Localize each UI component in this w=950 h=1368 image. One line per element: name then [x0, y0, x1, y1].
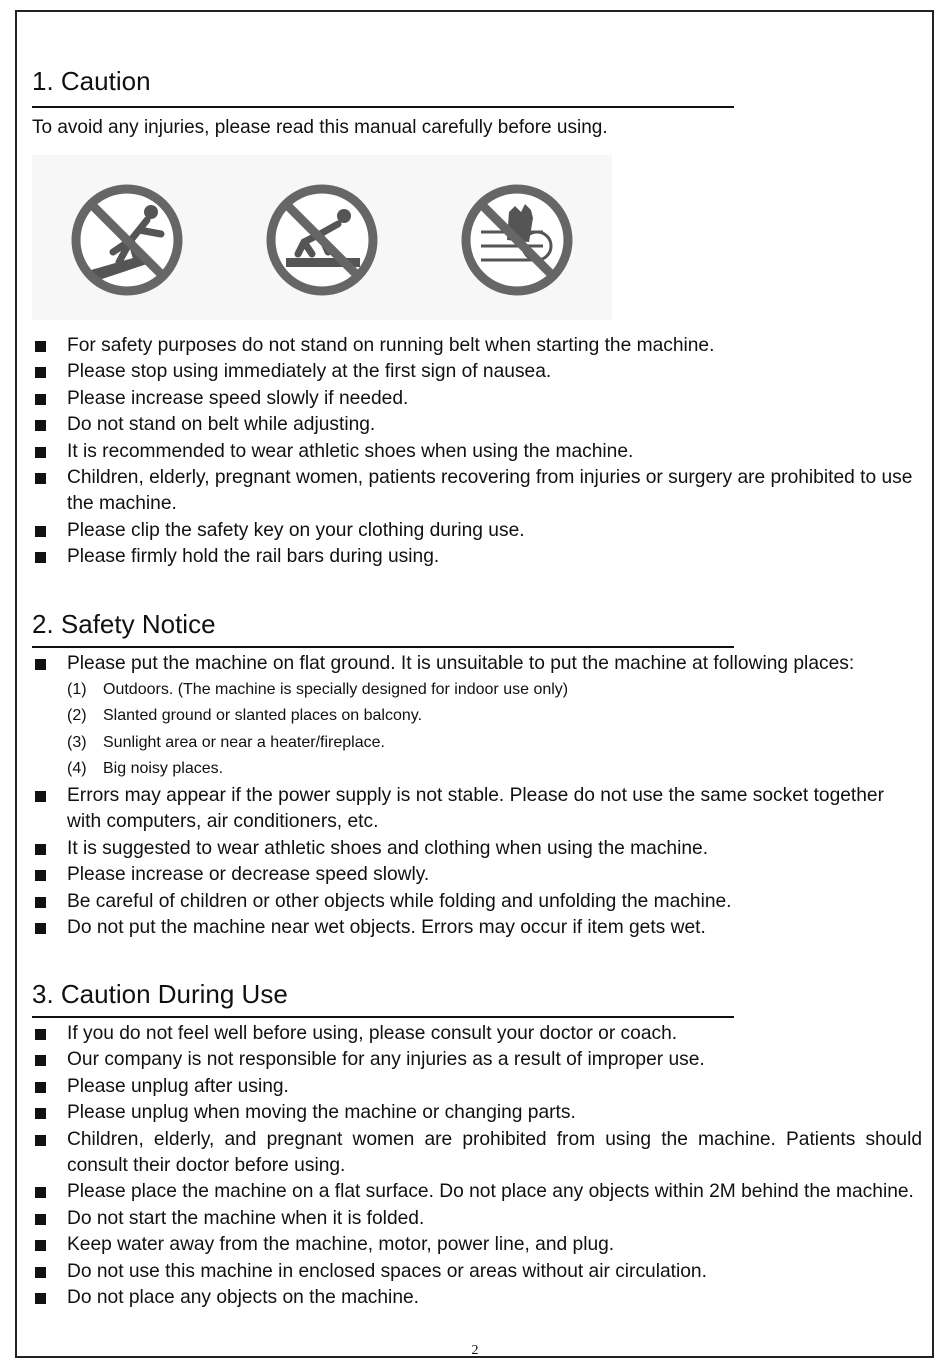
place-text: Outdoors. (The machine is specially designed for indoor use only)	[103, 681, 569, 698]
list-item	[0, 1127, 950, 1180]
section-3-list	[0, 1021, 950, 1311]
bullet-square-icon	[35, 473, 46, 484]
page-number: 2	[471, 1343, 479, 1358]
no-hand-near-roller-icon	[459, 182, 575, 298]
list-item-text: If you do not feel well before using, please consult your doctor or coach.	[67, 1023, 678, 1044]
bullet-square-icon	[35, 447, 46, 458]
place-number: (3)	[67, 733, 87, 751]
bullet-square-icon	[35, 897, 46, 908]
list-item-text: Please increase or decrease speed slowly.	[67, 864, 430, 886]
list-item	[0, 439, 950, 465]
list-item	[0, 465, 950, 518]
list-item-text: For safety purposes do not stand on running belt when starting the machine.	[67, 335, 715, 356]
bullet-square-icon	[35, 1214, 46, 1225]
section-2-rule	[32, 646, 734, 648]
list-item	[0, 1232, 950, 1258]
place-item	[0, 756, 568, 782]
list-item	[0, 651, 950, 677]
no-standing-on-moving-belt-icon	[69, 182, 185, 298]
list-item	[0, 1021, 950, 1047]
place-number: (2)	[67, 707, 87, 725]
bullet-square-icon	[35, 1055, 46, 1066]
list-item	[0, 386, 950, 412]
list-item	[0, 544, 950, 570]
list-item-text: Please place the machine on a flat surface. Do not place any objects within 2M behind the machine.	[67, 1181, 914, 1203]
no-kneeling-on-belt-icon	[264, 182, 380, 298]
list-item-text: Please put the machine on flat ground. It is unsuitable to put the machine at following places:	[67, 653, 855, 674]
list-item-text: Errors may appear if the power supply is not stable. Please do not use the same socket together with computers, air conditioners, etc.	[67, 785, 884, 833]
list-item	[0, 1206, 950, 1232]
bullet-square-icon	[35, 1135, 46, 1146]
bullet-square-icon	[35, 791, 46, 802]
bullet-square-icon	[35, 1240, 46, 1251]
section-3-title: 3. Caution During Use	[32, 979, 288, 1009]
place-text: Slanted ground or slanted places on balcony.	[103, 707, 423, 725]
list-item-text: Please unplug after using.	[67, 1075, 289, 1097]
place-item	[0, 730, 568, 756]
list-item-text: Be careful of children or other objects while folding and unfolding the machine.	[67, 890, 732, 912]
list-item-text: It is recommended to wear athletic shoes when using the machine.	[67, 440, 634, 462]
list-item-text: Do not use this machine in enclosed spaces or areas without air circulation.	[67, 1260, 707, 1282]
list-item-text: Please unplug when moving the machine or changing parts.	[67, 1102, 576, 1124]
unsuitable-places-list	[0, 677, 568, 783]
list-item	[0, 862, 950, 888]
list-item	[0, 412, 950, 438]
place-item	[0, 703, 568, 729]
bullet-square-icon	[35, 659, 46, 670]
list-item-text: Keep water away from the machine, motor, power line, and plug.	[67, 1234, 615, 1256]
bullet-square-icon	[35, 923, 46, 934]
list-item-text: Do not put the machine near wet objects. Errors may occur if item gets wet.	[67, 917, 706, 939]
place-text: Sunlight area or near a heater/fireplace.	[103, 733, 385, 751]
list-item	[0, 783, 950, 836]
list-item	[0, 915, 950, 941]
place-item	[0, 677, 568, 703]
section-3-rule	[32, 1016, 734, 1018]
list-item-text: Please clip the safety key on your clothing during use.	[67, 519, 525, 541]
list-item-text: Do not stand on belt while adjusting.	[67, 414, 376, 436]
list-item	[0, 1047, 950, 1073]
bullet-square-icon	[35, 1267, 46, 1278]
section-1-intro: To avoid any injuries, please read this manual carefully before using.	[32, 117, 608, 138]
list-item	[0, 836, 950, 862]
list-item-text: Our company is not responsible for any injuries as a result of improper use.	[67, 1049, 705, 1071]
bullet-square-icon	[35, 341, 46, 352]
bullet-square-icon	[35, 870, 46, 881]
list-item-text: Please firmly hold the rail bars during using.	[67, 546, 440, 568]
section-2-title: 2. Safety Notice	[32, 609, 216, 639]
list-item-text: It is suggested to wear athletic shoes and clothing when using the machine.	[67, 837, 709, 859]
bullet-square-icon	[35, 844, 46, 855]
list-item-text: Please stop using immediately at the first sign of nausea.	[67, 361, 552, 383]
list-item	[0, 1259, 950, 1285]
list-item-text: Children, elderly, and pregnant women are prohibited from using the machine. Patients should consult their doctor before using.	[67, 1128, 922, 1177]
section-1-rule	[32, 106, 734, 108]
bullet-square-icon	[35, 1029, 46, 1040]
list-item	[0, 359, 950, 385]
place-text: Big noisy places.	[103, 760, 224, 778]
bullet-square-icon	[35, 1187, 46, 1198]
bullet-square-icon	[35, 1108, 46, 1119]
bullet-square-icon	[35, 1293, 46, 1304]
section-1-list	[0, 333, 950, 571]
bullet-square-icon	[35, 420, 46, 431]
list-item-text: Please increase speed slowly if needed.	[67, 387, 409, 409]
list-item-text: Do not place any objects on the machine.	[67, 1287, 419, 1309]
section-2-list	[0, 783, 950, 941]
warning-pictograms	[32, 155, 612, 320]
bullet-square-icon	[35, 367, 46, 378]
section-2-first-list	[0, 651, 950, 677]
bullet-square-icon	[35, 552, 46, 563]
list-item	[0, 1179, 950, 1205]
bullet-square-icon	[35, 526, 46, 537]
place-number: (4)	[67, 760, 87, 778]
list-item	[0, 333, 950, 359]
list-item	[0, 889, 950, 915]
place-number: (1)	[67, 681, 87, 698]
list-item	[0, 1074, 950, 1100]
list-item	[0, 1100, 950, 1126]
list-item-text: Do not start the machine when it is folded.	[67, 1207, 425, 1229]
section-1-title: 1. Caution	[32, 66, 151, 96]
bullet-square-icon	[35, 1082, 46, 1093]
list-item	[0, 1285, 950, 1311]
list-item	[0, 518, 950, 544]
list-item-text: Children, elderly, pregnant women, patients recovering from injuries or surgery are prohibited to use the machine.	[67, 467, 913, 515]
bullet-square-icon	[35, 394, 46, 405]
